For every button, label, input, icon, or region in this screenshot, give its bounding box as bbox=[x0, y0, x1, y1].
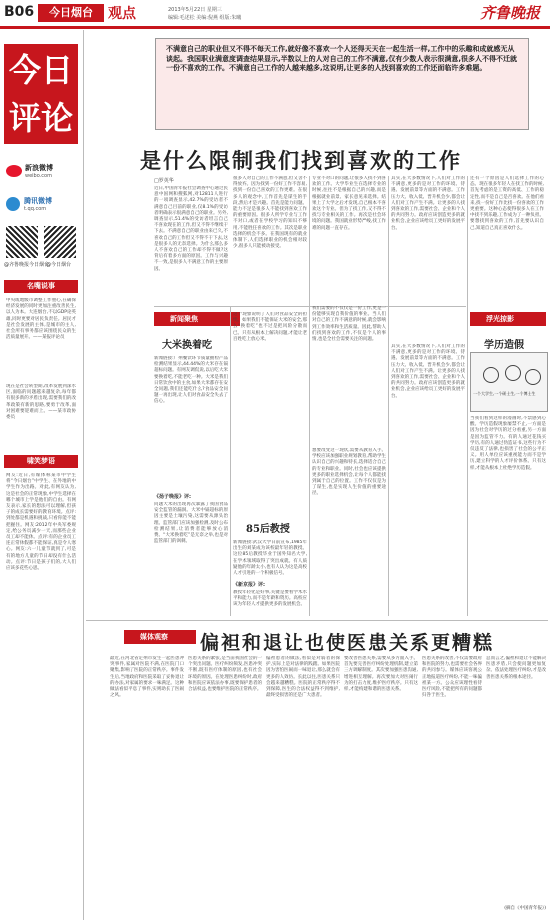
page-number: B06 bbox=[4, 4, 35, 20]
section-media-watch: 媒体观察 bbox=[124, 630, 196, 644]
section-glimpse: 浮光掠影 bbox=[470, 312, 546, 326]
bottom-headline: 偏袒和退让也使医患关系更糟糕 bbox=[200, 632, 495, 654]
cartoon-figure-icon bbox=[483, 367, 499, 383]
main-article-col5: 还有一个原因是人们选择工作的心态。现在很多年轻人在找工作的时候,首先考虑的是工资的高低、工作的稳定性,而不是自己是否喜欢。在他们看来,找一份好工作比找一份喜欢的工作更重要。这种心态使得很多人在工作中找不到乐趣,工作成为了一种负担。要想找到喜欢的工作,首先要认识自己,知道自己真正喜欢什么。 bbox=[470, 176, 544, 231]
column3-text2: 想要改变这一现状,需要从教育入手。学校应该加强职业规划教育,帮助学生认识自己的兴趣和特长,选择适合自己的专业和职业。同时,社会也应该提供更多的职业选择机会,让每个人都能找到属于自己的位置。工作不仅仅是为了谋生,也是实现人生价值的重要途径。 bbox=[312, 448, 386, 497]
story4-title: 85后教授 bbox=[246, 524, 290, 535]
follow-label-1: @齐鲁晚报今日烟台 bbox=[4, 262, 50, 268]
story1-text: 新闻链接:广州餐饮环节质量抽检产品检测结果显示,44.44%的大米存在镉超标问题。有网友调侃说,以后吃大米要换着吃,不能老吃一种。大米是我们日常饮食中的主食,如果大米都存在安全问题,我们还能吃什么?食品安全问题一再出现,让人们对食品安全失去了信心。 bbox=[154, 356, 228, 405]
issue-date: 2013年5月22日 星期三 bbox=[168, 7, 222, 13]
section-news-focus: 新闻聚焦 bbox=[154, 312, 240, 326]
section-tag: 今日烟台 bbox=[38, 4, 104, 22]
story2-text: 问题大米的出现再次暴露了我国食品安全监管的漏洞。大米中镉超标的原因主要是土壤污染,这需要从源头治理。监管部门应该加强检测,及时公布检测结果,让消费者能够放心消费。“大米换着吃”是无奈之举,也是对监管部门的讽刺。 bbox=[154, 502, 228, 545]
famous-says-text-2: 现在是社会转型期,改革发展到深水区,面临的问题越来越复杂,每年都有很多新的矛盾出现,需要我们的改革政策有新的思路,要勇于改革,面对困难要迎难而上。——某市政协委员 bbox=[6, 384, 76, 421]
cartoon-figure-icon bbox=[525, 369, 541, 385]
intro-text: 不满意自己的职业但又不得不每天工作,就好像不喜欢一个人还得天天在一起生活一样,工作中的乐趣和成就感无从谈起。我国职业满意度调查结果显示,半数以上的人对自己的工作不满意,仅有少数人表示很满意,很多人不得不迁就一份不喜欢的工作。不满意自己工作的人越来越多,这说明,让更多的人找到喜欢的工作还面临许多难题。 bbox=[166, 45, 517, 73]
today-comment-box bbox=[4, 44, 78, 144]
weibo-label: 新浪微博 bbox=[25, 164, 53, 172]
weibo-icon bbox=[6, 165, 22, 177]
story4-text2: 教授年轻化是好事,关键是要看学术水平和能力,而不是年龄和资历。高校应该为年轻人才提供更多的发展机会。 bbox=[233, 590, 307, 608]
tencent-icon bbox=[6, 197, 20, 211]
story4-text: 新闻链接:武汉大学日前宣布,1985年出生的刘某成为该校最年轻的教授。这位85后教授毕业于国外知名大学,在学术领域取得了突出成就。有人质疑他的年龄太小,也有人认为这是高校人才引进的一个积极信号。 bbox=[233, 540, 307, 577]
section-title: 观点 bbox=[108, 6, 136, 22]
tencent-label: 腾讯微博 bbox=[24, 197, 52, 205]
main-headline: 是什么限制我们找到喜欢的工作 bbox=[140, 148, 462, 173]
bottom-source: (摘自《中国青年报》) bbox=[504, 906, 546, 911]
bottom-text-col4: 要改善医患关系,需要从多方面入手。首先要完善医疗纠纷处理机制,建立第三方调解制度。其次要加强医患沟通,增进相互理解。再次要加大对医闹行为的打击力度,维护医疗秩序。只有这样,才能构建和谐的医患关系。 bbox=[344, 656, 418, 693]
bottom-text-col1: 最近,在河北省定州市发生一起医患冲突事件,家属对医院不满,在医院门口聚集,影响了医院的正常秩序。事件发生后,当地政府和医院采取了妥协退让的办法,对家属的要求一味满足。这种做法看似平息了事件,实则助长了医闹之风。 bbox=[110, 656, 184, 699]
cartoon-title: 学历造假 bbox=[484, 340, 524, 351]
bottom-text-col3: 偏袒患者的做法,看似是对弱者的保护,实际上是对法律的践踏。如果医院因为害怕医闹而一味退让,那么就会有更多的人效仿。长此以往,医患关系只会越来越糟糕。医院的正常秩序得不到保障,医生的合法权益得不到维护,最终受损害的还是广大患者。 bbox=[266, 656, 340, 699]
main-article-col4: 其实,在大多数情况下,人们对工作的不满意,更多的是对工作的环境、待遇、发展前景等方面的不满意。工作压力大、收入低、晋升机会少,都会让人们对工作产生不满。让更多的人找到喜欢的工作,需要社会、企业和个人的共同努力。政府应该创造更多的就业机会,企业应该给员工更好的发展平台。 bbox=[391, 176, 465, 231]
intro-box bbox=[155, 38, 529, 130]
main-article-col2: 很多人对自己的工作不满意,但又舍不得放弃。因为找到一份好工作不容易,找到一份自己喜欢的工作更难。在很多人的观念中,工作首先是谋生的手段,然后才是兴趣。首先是能力问题。能力不足是很多人不能找到喜欢工作的重要原因。很多人所学专业与工作不对口,或者在学校学习的知识不够用,不能胜任喜欢的工作。其次是职业选择的机会不多。在我国现有的就业体制下,人们选择职业的机会相对较少,很多人只能被动接受。 bbox=[233, 176, 307, 250]
cartoon-figure-icon bbox=[505, 365, 521, 381]
bottom-text-col2: 医患关系的紧张,是当前我国社会的一个突出问题。医疗纠纷频发,医患冲突不断,既有医疗体制的原因,也有社会环境的原因。在处理医患纠纷时,政府和医院应该依法办事,既要保护患者的合法权益,也要维护医院的正常秩序。 bbox=[188, 656, 262, 693]
column3-text3: 其实,在大多数情况下,人们对工作的不满意,更多的是对工作的环境、待遇、发展前景等方面的不满意。工作压力大、收入低、晋升机会少,都会让人们对工作产生不满。让更多的人找到喜欢的工作,需要社会、企业和个人的共同努力。政府应该创造更多的就业机会,企业应该给员工更好的发展平台。 bbox=[391, 344, 465, 399]
story4-label: 《新京报》评: bbox=[233, 582, 266, 588]
bottom-text-col6: 总而言之,偏袒和退让不能解决医患矛盾,只会使问题更加复杂。依法处理医疗纠纷,才是改善医患关系的根本途径。 bbox=[486, 656, 546, 680]
header-rule bbox=[0, 26, 550, 29]
famous-says-text-1: 中央或地级市调整工作重心,在确保经济发展的同时更加注重改善民生,以人为本。大连烟台,不以GDP论英雄,同时更要对居民负责任。居民才是社会发展的主体,是城市的主人,社会所有事务都应该围绕民众的生活质量展开。——某报评论员 bbox=[6, 298, 76, 341]
tencent-url: t.qq.com bbox=[24, 206, 47, 212]
main-article-col3: 专业不对口的问题,让很多人找不到喜欢的工作。大学毕业生在选择专业的时候,往往不是根据自己的兴趣,而是根据就业前景、家长意见来选择。结果上了大学之后才发现,自己根本不喜欢这个专业。但为了找工作,又不得不找与专业相关的工作。再次是社会环境的问题。我国就业形势严峻,找工作难的问题一直存在。 bbox=[312, 176, 386, 231]
column3-text1: 我们需要的不仅仅是一份工作,更是一份能够实现自我价值的事业。当人们对自己的工作不满意的时候,就会影响到工作效率和生活质量。因此,帮助人们找到喜欢的工作,不仅是个人的事情,也是全社会需要关注的问题。 bbox=[312, 306, 386, 343]
weibo-url: weibo.com bbox=[25, 173, 52, 179]
tencent-weibo-logo[interactable] bbox=[6, 196, 76, 224]
cartoon-caption: 一个大学生,一个硕士生,一个博士生 bbox=[473, 391, 536, 396]
bottom-text-col5: 医患关系的改善,不仅需要政府和医院的努力,也需要社会各界的共同参与。媒体应该客观公正地报道医疗纠纷,不能一味偏袒某一方。公众应该理性看待医疗风险,不能把所有的问题都归咎于医生。 bbox=[422, 656, 482, 699]
main-author: □罗英华 bbox=[154, 178, 174, 184]
story2-label: 《扬子晚报》评: bbox=[154, 494, 192, 500]
qr-code-1 bbox=[6, 226, 38, 258]
section-joke-dream: 啸笑梦语 bbox=[4, 455, 78, 468]
story1-title: 大米换着吃 bbox=[162, 340, 212, 351]
main-article-col1: 近日,中国青年报社会调查中心通过民意中国网和搜狐网,对12811人进行的一项调查显示,42.7%的受访者不满意自己目前的职业,仅8.1%的受访者明确表示很满意自己的职业。另外,调查显示,51.4%的受访者坦言自己不喜欢现在的工作,但又不得不继续干下去。不满意自己的职业由来已久,不喜欢自己的工作但又不得不干下去,这是很多人的无奈选择。为什么那么多人不喜欢自己的工作却不得不做?这背后有着多方面的原因。工作与兴趣不一致,是很多人不满意工作的主要原因。 bbox=[154, 186, 228, 272]
newspaper-logo: 齐鲁晚报 bbox=[480, 4, 541, 22]
editor-credits: 编辑:毛述松 美编:倪燕 组版:朱曦 bbox=[168, 15, 242, 21]
follow-label-2: @今日烟台 bbox=[46, 262, 72, 268]
weibo-logo[interactable] bbox=[6, 163, 76, 191]
story3-text: 这个现象说明了人们对食品安全的担忧。如果我们不能保证大米的安全,那么“换着吃”也不过是把风险分散而已。只有从根本上解决问题,才能让老百姓吃上放心米。 bbox=[233, 312, 307, 342]
cartoon-text: 当我们看到这样的漫画时,不禁感到心酸。学历造假现象屡禁不止,一方面是因为社会对学历的过分看重,另一方面是因为监管不力。有的人通过花钱买学历,有的人通过伪造证书,这些行为不仅违反了法律,也损害了社会的公平正义。用人单位应该重视能力而不是学历,建立科学的人才评价体系。只有这样,才能从根本上杜绝学历造假。 bbox=[470, 416, 546, 471]
joke-dream-text: 网友:近日,有媒体称某市中学生将“今日烟台”中学生、在外地的中学生作为出路。对此,有网友认为,这是社会的正常现象,中学生选择在哪个城市上学是他们的自由。有网友表示,家长的想法可以理解,但孩子的成长需要好的教育环境。点评:到处都是机遇和挑战,只看你能不能把握住。网友:2012年中央军委规定,给公务员减少一天,而那些企业员工却不能休。点评:有的企业员工连正常休假都不能保证,真是令人寒心。网友:六一儿童节就到了,可是有的地方儿童的节日却没有什么活动。点评:节日是孩子们的,大人们应该多花些心思。 bbox=[6, 473, 76, 572]
section-famous-says: 名嘴说事 bbox=[4, 280, 78, 293]
qr-code-2 bbox=[44, 226, 76, 258]
cartoon-image bbox=[470, 352, 548, 412]
today-comment-title: 今日评论 bbox=[9, 51, 74, 137]
